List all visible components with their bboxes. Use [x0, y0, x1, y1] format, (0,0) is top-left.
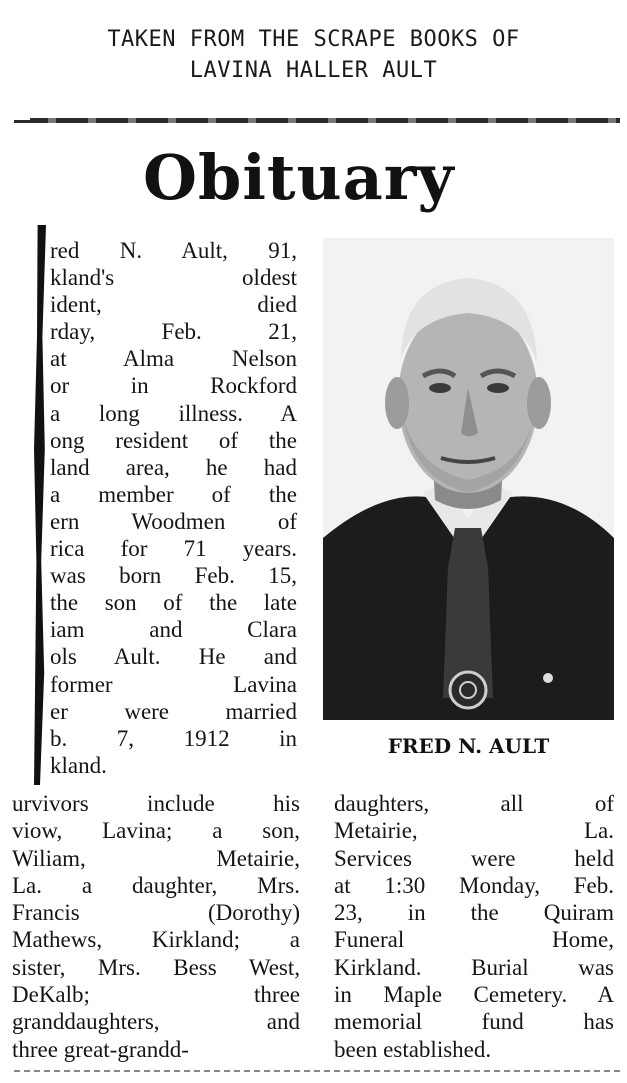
- obituary-column-2: [12, 790, 300, 1063]
- text-line: Metairie, La.: [334, 818, 614, 844]
- text-line: at 1:30 Monday, Feb.: [334, 872, 614, 898]
- text-line: rica for 71 years.: [50, 536, 297, 562]
- text-line: iam and Clara: [50, 617, 297, 643]
- text-line: ident, died: [50, 292, 297, 318]
- clipping-top-edge: [30, 118, 620, 123]
- text-line: kland's oldest: [50, 265, 297, 291]
- text-line: daughters, all of: [334, 791, 614, 816]
- text-line: the son of the late: [50, 590, 297, 616]
- text-line: Kirkland. Burial was: [334, 954, 614, 980]
- text-line: b. 7, 1912 in: [50, 725, 297, 751]
- scrapbook-note: [0, 24, 627, 86]
- text-line: viow, Lavina; a son,: [12, 818, 300, 844]
- text-line: former Lavina: [50, 671, 297, 697]
- text-line: 23, in the Quiram: [334, 900, 614, 926]
- text-line: kland.: [50, 752, 107, 778]
- text-line: er were married: [50, 698, 297, 724]
- text-line: a long illness. A: [50, 400, 297, 426]
- text-line: a member of the: [50, 481, 297, 507]
- obituary-title: Obituary: [143, 141, 455, 214]
- text-line: or in Rockford: [50, 373, 297, 399]
- obituary-column-3: [334, 790, 614, 1063]
- text-line: ong resident of the: [50, 427, 297, 453]
- text-line: granddaughters, and: [12, 1009, 300, 1035]
- text-line: sister, Mrs. Bess West,: [12, 954, 300, 980]
- text-line: urvivors include his: [12, 791, 300, 816]
- portrait-image: [323, 238, 614, 720]
- text-line: Funeral Home,: [334, 927, 614, 953]
- text-line: DeKalb; three: [12, 982, 300, 1008]
- clipping-bottom-edge: [14, 1070, 620, 1072]
- text-line: ern Woodmen of: [50, 508, 297, 534]
- text-line: at Alma Nelson: [50, 346, 297, 372]
- text-line: in Maple Cemetery. A: [334, 982, 614, 1008]
- text-line: La. a daughter, Mrs.: [12, 872, 300, 898]
- scrapbook-note-line-1: TAKEN FROM THE SCRAPE BOOKS OF: [107, 27, 520, 52]
- obituary-column-1: [50, 237, 297, 779]
- text-line: memorial fund has: [334, 1009, 614, 1035]
- text-line: three great-grandd-: [12, 1036, 189, 1062]
- text-line: Francis (Dorothy): [12, 900, 300, 926]
- text-line: red N. Ault, 91,: [50, 238, 297, 263]
- text-line: Services were held: [334, 845, 614, 871]
- text-line: Mathews, Kirkland; a: [12, 927, 300, 953]
- scrapbook-note-line-2: LAVINA HALLER AULT: [189, 58, 438, 83]
- text-line: been established.: [334, 1036, 492, 1062]
- portrait-photo: [323, 238, 614, 720]
- photo-caption: FRED N. AULT: [387, 734, 550, 758]
- text-line: rday, Feb. 21,: [50, 319, 297, 345]
- text-line: ols Ault. He and: [50, 644, 297, 670]
- text-line: Wiliam, Metairie,: [12, 845, 300, 871]
- text-line: land area, he had: [50, 454, 297, 480]
- text-line: was born Feb. 15,: [50, 563, 297, 589]
